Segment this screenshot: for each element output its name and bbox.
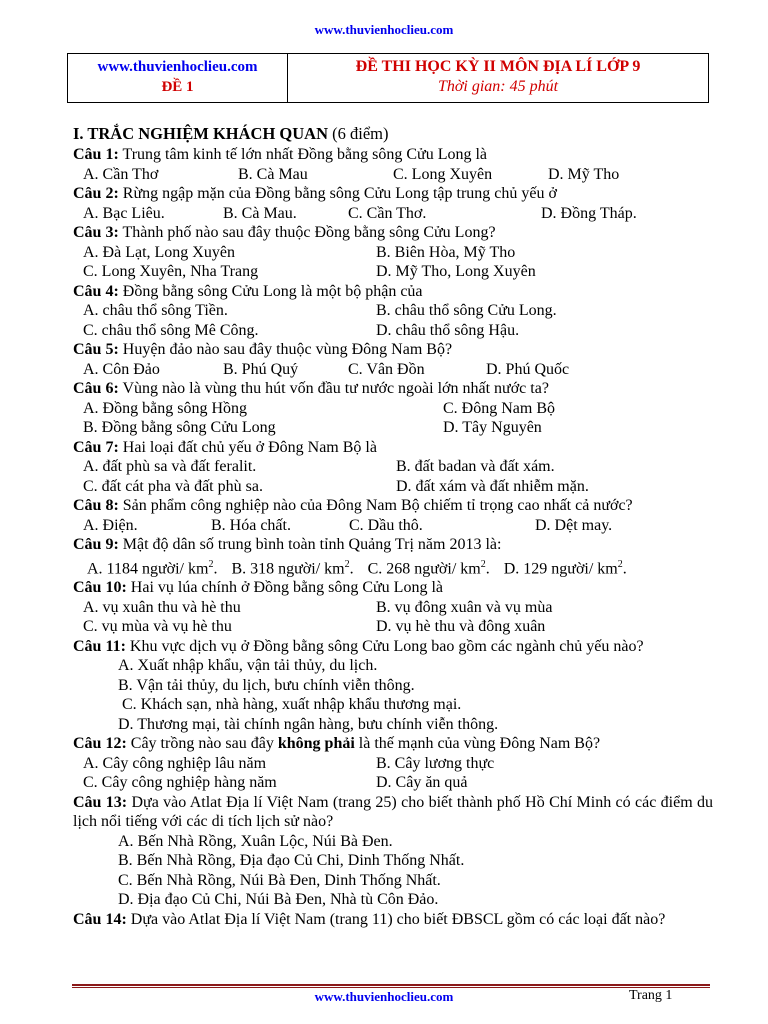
option-d[interactable]: D. Dệt may. [535, 516, 613, 534]
option-d[interactable]: D. đất xám và đất nhiễm mặn. [396, 477, 589, 495]
option-c[interactable]: C. Cây công nghiệp hàng năm [83, 774, 277, 792]
option-d[interactable]: D. Mỹ Tho, Long Xuyên [376, 263, 536, 280]
question-7 [73, 438, 713, 458]
question-text: Trung tâm kinh tế lớn nhất Đồng bằng sông Cửu Long là [118, 146, 488, 163]
question-text: Hai loại đất chủ yếu ở Đông Nam Bộ là [118, 438, 377, 456]
question-label: Câu 8: [73, 497, 119, 514]
question-text: Rừng ngập mặn của Đồng bằng sông Cửu Long tập trung chủ yếu ở [118, 185, 557, 202]
option-c[interactable]: C. Khách sạn, nhà hàng, xuất nhập khẩu thương mại. [122, 696, 462, 714]
question-text: Huyện đảo nào sau đây thuộc vùng Đông Nam Bộ? [118, 341, 453, 358]
question-label: Câu 4: [73, 282, 119, 300]
option-c[interactable]: C. vụ mùa và vụ hè thu [83, 618, 232, 636]
option-d[interactable]: D. Mỹ Tho [548, 165, 620, 183]
question-emphasis: không phải [277, 735, 355, 753]
footer-divider-thin [72, 987, 710, 988]
question-text-end: là thế mạnh của vùng Đông Nam Bộ? [354, 735, 601, 753]
options-row [73, 243, 713, 263]
footer-site-link[interactable]: www.thuvienhoclieu.com [314, 989, 454, 1004]
option-b[interactable]: B. vụ đông xuân và vụ mùa [376, 598, 553, 616]
options-row [73, 360, 713, 380]
option-c[interactable]: C. Đông Nam Bộ [443, 399, 555, 417]
options-row [73, 204, 713, 224]
question-label: Câu 3: [73, 224, 119, 241]
option-d[interactable]: D. Thương mại, tài chính ngân hàng, bưu chính viễn thông. [118, 715, 499, 733]
exam-number: ĐỀ 1 [161, 79, 194, 95]
options-row [73, 418, 713, 438]
exam-duration: Thời gian: 45 phút [437, 78, 559, 95]
question-text: Mật độ dân số trung bình toàn tỉnh Quảng Trị năm 2013 là: [118, 536, 502, 553]
option-a[interactable]: A. Xuất nhập khẩu, vận tải thủy, du lịch. [118, 657, 378, 675]
option-d[interactable]: D. vụ hè thu và đông xuân [376, 618, 546, 636]
question-label: Câu 2: [73, 185, 119, 202]
option-c[interactable]: C. Vân Đồn [348, 360, 425, 378]
question-8 [73, 496, 713, 516]
question-text: Hai vụ lúa chính ở Đồng bằng sông Cửu Long là [126, 579, 443, 597]
question-text: Cây trồng nào sau đây [126, 735, 278, 753]
option-c[interactable]: C. đất cát pha và đất phù sa. [83, 477, 263, 495]
exam-title: ĐỀ THI HỌC KỲ II MÔN ĐỊA LÍ LỚP 9 [355, 58, 641, 75]
option-a[interactable]: A. Cần Thơ [83, 165, 159, 183]
options-row [73, 321, 713, 341]
option-c[interactable]: C. châu thổ sông Mê Công. [83, 321, 259, 339]
option-b[interactable]: B. Phú Quý [223, 360, 299, 378]
question-text: Khu vực dịch vụ ở Đồng bằng sông Cửu Long bao gồm các ngành chủ yếu nào? [125, 637, 644, 655]
question-label: Câu 7: [73, 438, 119, 456]
options-row [73, 262, 713, 282]
question-11 [73, 637, 713, 657]
option-d[interactable]: D. Cây ăn quả [376, 774, 468, 792]
header-right-cell [288, 54, 708, 102]
header-left-cell [68, 54, 288, 102]
question-text: Sản phẩm công nghiệp nào của Đông Nam Bộ chiếm tỉ trọng cao nhất cả nước? [118, 497, 633, 514]
option-a[interactable]: A. Điện. [83, 516, 138, 534]
option-a[interactable]: A. đất phù sa và đất feralit. [83, 458, 257, 475]
option-a[interactable]: A. Đồng bằng sông Hồng [83, 399, 247, 417]
option-d[interactable]: D. Tây Nguyên [443, 419, 542, 436]
option-b[interactable]: B. Cà Mau [238, 165, 308, 183]
question-label: Câu 14: [73, 910, 127, 928]
question-9 [73, 535, 713, 555]
option-d[interactable]: D. châu thổ sông Hậu. [376, 321, 520, 339]
option-a[interactable]: A. Côn Đảo [83, 360, 160, 378]
header-site-link[interactable]: www.thuvienhoclieu.com [97, 59, 258, 75]
question-label: Câu 6: [73, 380, 119, 397]
options-row [73, 165, 713, 185]
option-a[interactable]: A. Cây công nghiệp lâu năm [83, 754, 267, 772]
option-b[interactable]: B. Vận tải thủy, du lịch, bưu chính viễn thông. [118, 676, 415, 694]
option-c[interactable]: C. Bến Nhà Rồng, Núi Bà Đen, Dinh Thống Nhất. [118, 871, 441, 889]
option-a[interactable]: A. châu thổ sông Tiền. [83, 302, 228, 319]
options-row [73, 516, 713, 536]
question-2 [73, 184, 713, 204]
option-b[interactable]: B. Biên Hòa, Mỹ Tho [376, 243, 516, 261]
options-row [73, 598, 713, 618]
option-c[interactable]: C. Cần Thơ. [348, 204, 427, 222]
question-label: Câu 11: [73, 637, 126, 655]
question-13 [73, 793, 713, 832]
question-label: Câu 13: [73, 793, 128, 811]
option-a[interactable]: A. Bạc Liêu. [83, 204, 165, 222]
option-b[interactable]: B. Hóa chất. [211, 516, 291, 534]
option-d[interactable]: D. 129 người/ $km^2$. [503, 558, 627, 577]
option-d[interactable]: D. Phú Quốc [486, 360, 570, 378]
section-heading [73, 123, 713, 145]
question-label: Câu 9: [73, 536, 119, 553]
option-a[interactable]: A. vụ xuân thu và hè thu [83, 598, 241, 616]
question-label: Câu 5: [73, 341, 119, 358]
options-row [73, 477, 713, 497]
option-a[interactable]: A. Đà Lạt, Long Xuyên [83, 243, 235, 261]
option-d[interactable]: D. Đồng Tháp. [541, 204, 637, 222]
question-text: Vùng nào là vùng thu hút vốn đầu tư nước ngoài lớn nhất nước ta? [118, 380, 549, 397]
option-b[interactable]: B. Đồng bằng sông Cửu Long [83, 419, 276, 436]
question-label: Câu 10: [73, 579, 127, 597]
option-b[interactable]: B. Cây lương thực [376, 754, 495, 772]
options-row [73, 555, 713, 579]
question-text: Đồng bằng sông Cửu Long là một bộ phận của [118, 282, 423, 300]
option-b[interactable]: B. châu thổ sông Cửu Long. [376, 302, 557, 319]
option-b[interactable]: B. đất badan và đất xám. [396, 458, 555, 475]
option-b[interactable]: B. Cà Mau. [223, 204, 297, 222]
question-12 [73, 734, 713, 754]
section-title: I. TRẮC NGHIỆM KHÁCH QUAN [73, 124, 329, 143]
options-row [73, 399, 713, 419]
options-row [73, 754, 713, 774]
options-row [73, 617, 713, 637]
footer-divider [72, 984, 710, 986]
option-d[interactable]: D. Địa đạo Củ Chi, Núi Bà Đen, Nhà tù Côn Đảo. [118, 891, 439, 909]
options-row [73, 773, 713, 793]
option-b[interactable]: B. Bến Nhà Rồng, Địa đạo Củ Chi, Dinh Thống Nhất. [118, 852, 465, 870]
options-row [73, 301, 713, 321]
exam-content [73, 123, 713, 929]
question-label: Câu 12: [73, 735, 127, 753]
page-number: Trang 1 [629, 988, 673, 1003]
question-label: Câu 1: [73, 146, 119, 163]
question-6 [73, 379, 713, 399]
question-text: Thành phố nào sau đây thuộc Đồng bằng sông Cửu Long? [118, 224, 496, 241]
question-1 [73, 145, 713, 165]
option-c[interactable]: C. 268 người/ $km^2$. [367, 558, 490, 577]
question-text: Dựa vào Atlat Địa lí Việt Nam (trang 11) cho biết ĐBSCL gồm có các loại đất nào? [126, 910, 666, 928]
question-10 [73, 578, 713, 598]
option-c[interactable]: C. Dầu thô. [349, 516, 423, 534]
exam-header-table [67, 53, 709, 103]
question-5 [73, 340, 713, 360]
option-c[interactable]: C. Long Xuyên [393, 165, 493, 183]
option-a[interactable]: A. 1184 người/ $km^2$. [87, 558, 218, 577]
options-row [73, 457, 713, 477]
question-3 [73, 223, 713, 243]
option-b[interactable]: B. 318 người/ $km^2$. [231, 558, 354, 577]
option-c[interactable]: C. Long Xuyên, Nha Trang [83, 263, 259, 280]
top-site-link[interactable]: www.thuvienhoclieu.com [314, 22, 454, 37]
section-points: (6 điểm) [332, 124, 389, 143]
question-14 [73, 910, 713, 930]
question-text: Dựa vào Atlat Địa lí Việt Nam (trang 25) cho biết thành phố Hồ Chí Minh có các điểm du lịch nổi tiếng với các di tích lịch sử nào? [73, 793, 714, 831]
question-4 [73, 282, 713, 302]
option-a[interactable]: A. Bến Nhà Rồng, Xuân Lộc, Núi Bà Đen. [118, 832, 393, 850]
